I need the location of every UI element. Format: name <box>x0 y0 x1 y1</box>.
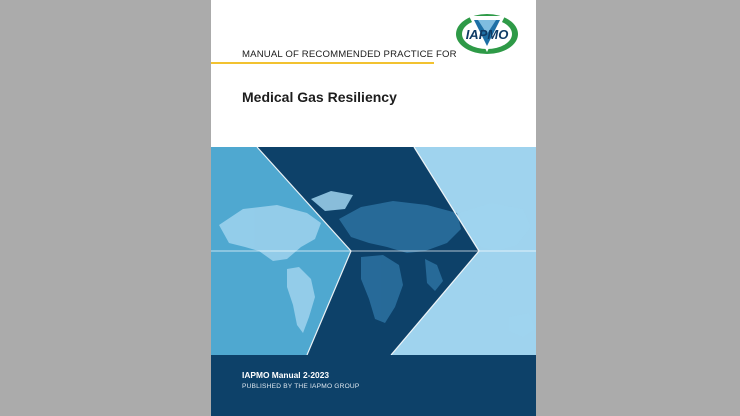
series-label: MANUAL OF RECOMMENDED PRACTICE FOR <box>242 49 457 60</box>
logo-wordmark: IAPMO <box>465 27 509 42</box>
cover-footer <box>211 355 536 416</box>
book-cover <box>211 0 536 416</box>
publisher-line: PUBLISHED BY THE IAPMO GROUP <box>242 383 360 390</box>
world-map-chevron-artwork <box>211 147 536 355</box>
iapmo-logo-icon <box>455 12 519 56</box>
manual-number: IAPMO Manual 2-2023 <box>242 370 330 380</box>
accent-rule <box>211 62 434 64</box>
cover-title: Medical Gas Resiliency <box>242 89 397 105</box>
